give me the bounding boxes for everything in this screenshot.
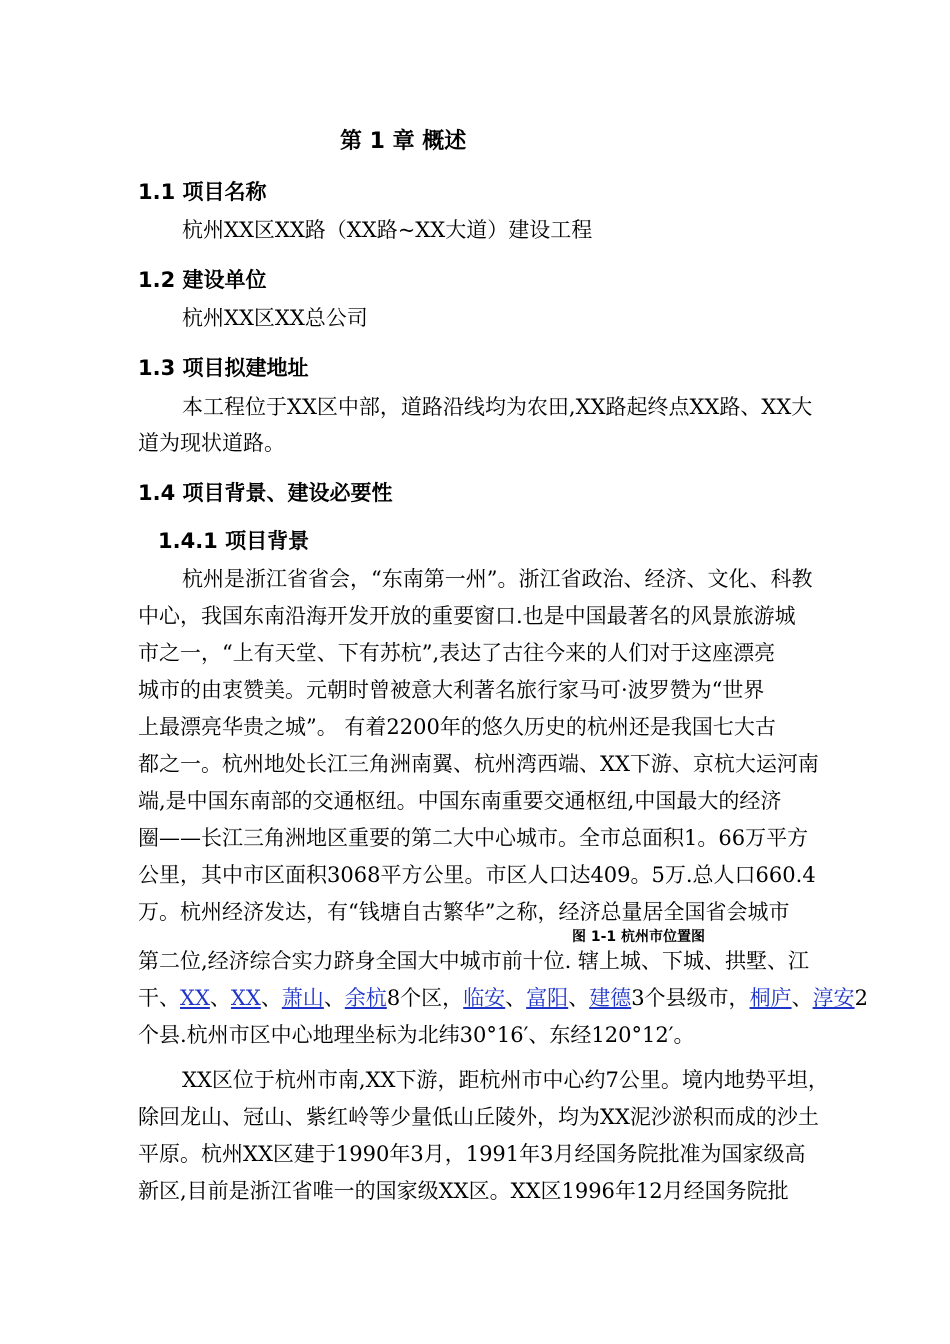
paragraph-line: XX区位于杭州市南,XX下游，距杭州市中心约7公里。境内地势平坦， bbox=[182, 1068, 829, 1092]
paragraph-line-with-links bbox=[138, 982, 868, 1012]
text-segment: 、 bbox=[568, 986, 590, 1010]
paragraph-line: 圈——长江三角洲地区重要的第二大中心城市。全市总面积1。66万平方 bbox=[138, 826, 809, 850]
paragraph-line: 新区,目前是浙江省唯一的国家级XX区。XX区1996年12月经国务院批 bbox=[138, 1179, 789, 1203]
paragraph-line: 市之一，“上有天堂、下有苏杭”,表达了古往今来的人们对于这座漂亮 bbox=[138, 641, 776, 665]
paragraph-line: 上最漂亮华贵之城”。 有着2200年的悠久历史的杭州还是我国七大古 bbox=[138, 715, 776, 739]
text-segment: 干、 bbox=[138, 986, 180, 1010]
text-segment: 、 bbox=[791, 986, 813, 1010]
text-segment: 、 bbox=[209, 986, 231, 1010]
text-segment: 3个县级市， bbox=[631, 986, 750, 1010]
link-xiaoshan[interactable]: 萧山 bbox=[281, 986, 324, 1010]
paragraph-line: 中心，我国东南沿海开发开放的重要窗口.也是中国最著名的风景旅游城 bbox=[138, 604, 796, 628]
link-xx-1[interactable]: XX bbox=[180, 986, 210, 1010]
paragraph-line: 第二位,经济综合实力跻身全国大中城市前十位. 辖上城、下城、拱墅、江 bbox=[138, 949, 810, 973]
paragraph-line: 端,是中国东南部的交通枢纽。中国东南重要交通枢纽,中国最大的经济 bbox=[138, 789, 782, 813]
text-segment: 8个区， bbox=[386, 986, 464, 1010]
text-segment: 2 bbox=[854, 986, 868, 1010]
paragraph-line: 公里，其中市区面积3068平方公里。市区人口达409。5万.总人口660.4 bbox=[138, 863, 816, 887]
link-yuhang[interactable]: 余杭 bbox=[344, 986, 387, 1010]
heading-1-2: 1.2 建设单位 bbox=[138, 268, 267, 292]
paragraph-line: 除回龙山、冠山、紫红岭等少量低山丘陵外，均为XX泥沙淤积而成的沙土 bbox=[138, 1105, 819, 1129]
address-line: 道为现状道路。 bbox=[138, 431, 285, 455]
heading-1-3: 1.3 项目拟建地址 bbox=[138, 356, 309, 380]
heading-1-4: 1.4 项目背景、建设必要性 bbox=[138, 481, 393, 505]
link-xx-2[interactable]: XX bbox=[230, 986, 261, 1010]
chapter-title: 第 1 章 概述 bbox=[340, 129, 467, 154]
heading-1-4-1: 1.4.1 项目背景 bbox=[158, 529, 310, 553]
text-segment: 、 bbox=[323, 986, 345, 1010]
heading-1-1: 1.1 项目名称 bbox=[138, 180, 267, 204]
text-segment: 、 bbox=[505, 986, 527, 1010]
paragraph-line: 杭州是浙江省省会，“东南第一州”。浙江省政治、经济、文化、科教 bbox=[182, 567, 813, 591]
link-jiande[interactable]: 建德 bbox=[589, 986, 632, 1010]
link-chunan[interactable]: 淳安 bbox=[812, 986, 855, 1010]
link-fuyang[interactable]: 富阳 bbox=[526, 986, 569, 1010]
project-name-text: 杭州XX区XX路（XX路~XX大道）建设工程 bbox=[182, 218, 593, 242]
paragraph-line: 个县.杭州市区中心地理坐标为北纬30°16′、东经120°12′。 bbox=[138, 1023, 695, 1047]
paragraph-line: 都之一。杭州地处长江三角洲南翼、杭州湾西端、XX下游、京杭大运河南 bbox=[138, 752, 819, 776]
paragraph-line: 平原。杭州XX区建于1990年3月，1991年3月经国务院批准为国家级高 bbox=[138, 1142, 806, 1166]
link-tonglu[interactable]: 桐庐 bbox=[749, 986, 792, 1010]
figure-caption: 图 1-1 杭州市位置图 bbox=[570, 926, 707, 946]
paragraph-line: 万。杭州经济发达，有“钱塘自古繁华”之称，经济总量居全国省会城市 bbox=[138, 900, 790, 924]
text-segment: 、 bbox=[260, 986, 282, 1010]
link-linan[interactable]: 临安 bbox=[463, 986, 506, 1010]
address-line: 本工程位于XX区中部，道路沿线均为农田,XX路起终点XX路、XX大 bbox=[182, 395, 813, 419]
construction-unit-text: 杭州XX区XX总公司 bbox=[182, 306, 368, 330]
paragraph-line: 城市的由衷赞美。元朝时曾被意大利著名旅行家马可·波罗赞为“世界 bbox=[138, 678, 765, 702]
